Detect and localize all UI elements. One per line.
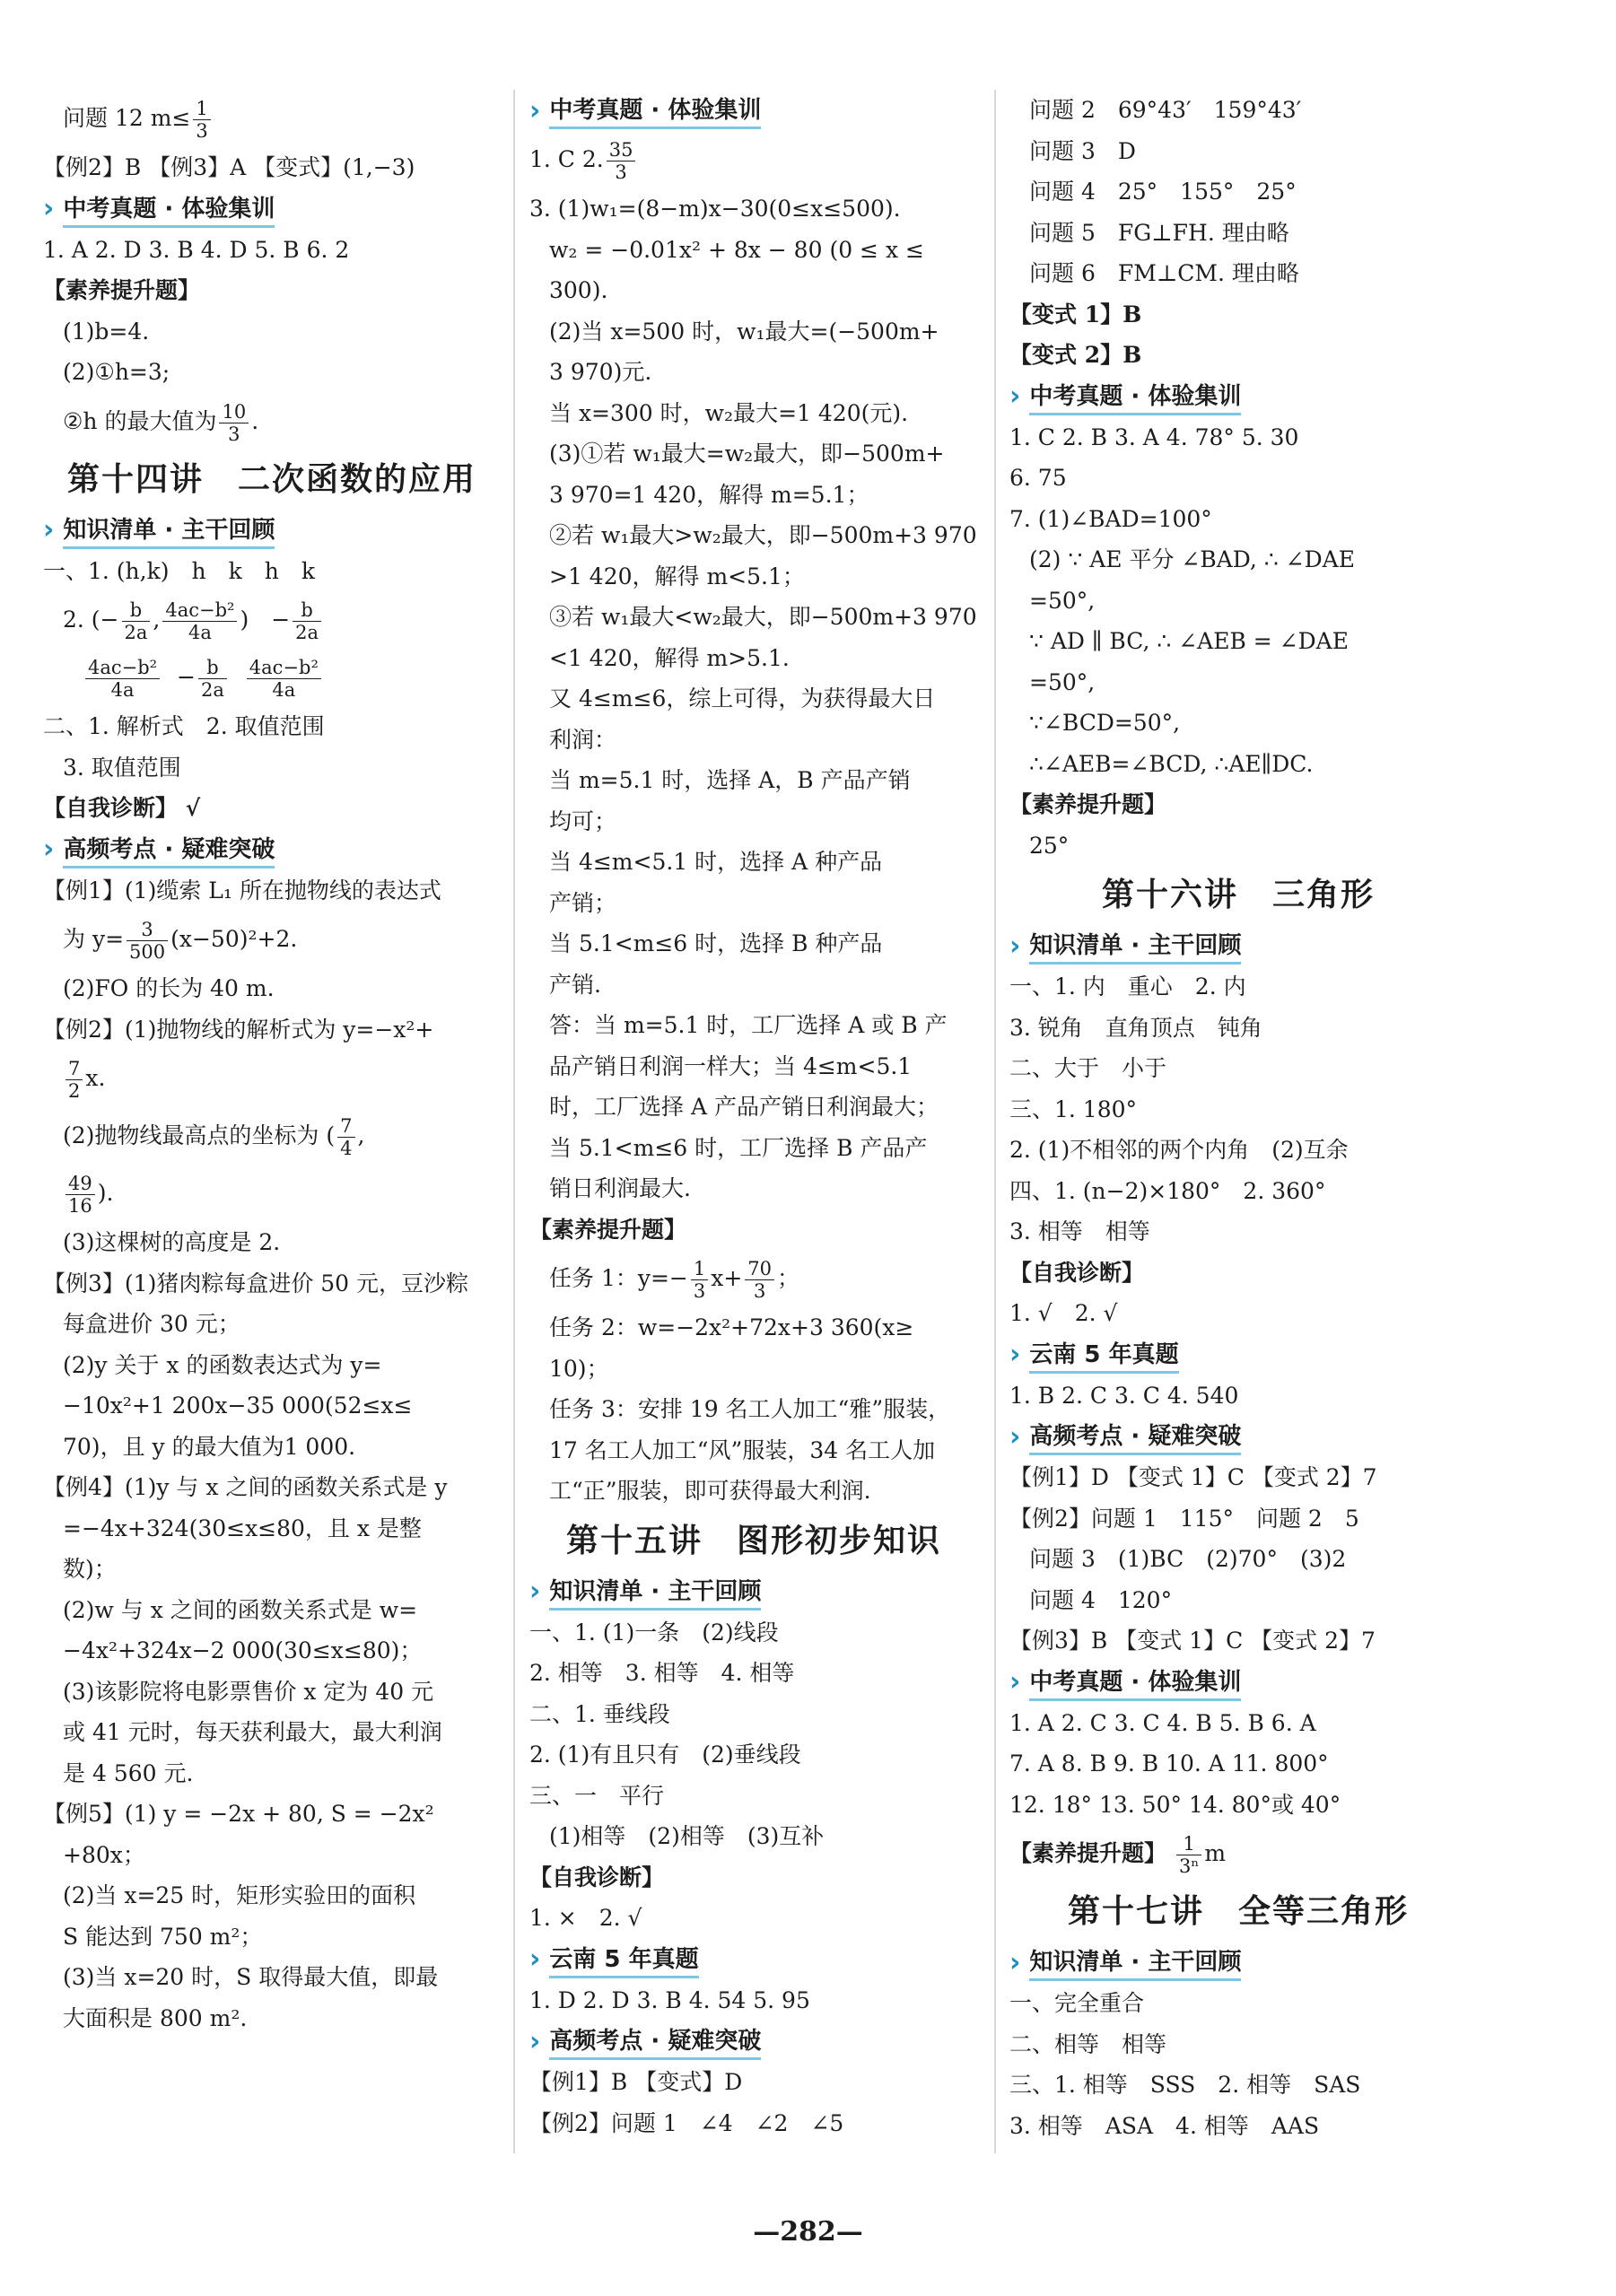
answer-text: 任务 1：y=−: [549, 1265, 688, 1291]
answer-line: 数)；: [63, 1556, 117, 1582]
answer-line: 当 m=5.1 时，选择 A，B 产品产销: [549, 767, 911, 793]
answer-line: −10x²+1 200x−35 000(52≤x≤: [63, 1392, 413, 1419]
fraction: [219, 401, 249, 445]
answer-line: 7. (1)∠BAD=100°: [1009, 505, 1212, 532]
answer-line: 【自我诊断】: [1009, 1259, 1145, 1286]
chevron-right-icon: ›: [529, 1576, 541, 1607]
answer-line: 答：当 m=5.1 时，工厂选择 A 或 B 产: [549, 1012, 948, 1038]
answer-line: 或 41 元时，每天获利最大，最大利润: [63, 1719, 442, 1745]
chapter-title: 第十四讲 二次函数的应用: [66, 460, 476, 498]
answer-text: −: [177, 664, 196, 690]
answer-line: 每盒进价 30 元；: [63, 1311, 240, 1337]
answer-line: 1. A 2. D 3. B 4. D 5. B 6. 2: [43, 236, 350, 263]
answer-text: ,: [357, 1122, 365, 1148]
answer-line: =50°,: [1029, 668, 1096, 695]
fraction-numerator: b: [293, 599, 321, 622]
answer-line: (1)b=4.: [63, 318, 150, 345]
answer-line: 品产销日利润一样大；当 4≤m<5.1: [549, 1052, 913, 1079]
answer-line: [43, 1107, 501, 1165]
fraction-numerator: 4ac−b²: [247, 657, 321, 679]
chevron-right-icon: ›: [1009, 930, 1021, 962]
fraction-numerator: 3: [127, 919, 168, 941]
fraction-denominator: 3: [196, 120, 208, 142]
answer-line: 3. 相等 相等: [1009, 1218, 1150, 1244]
fraction-numerator: b: [122, 599, 151, 622]
answer-line: (2)①h=3;: [63, 359, 170, 385]
answer-line: [43, 911, 501, 968]
answer-line: 【素养提升题】: [529, 1216, 687, 1243]
fraction: [745, 1258, 774, 1302]
answer-column-1: [43, 90, 501, 2038]
section-header: [43, 510, 501, 551]
answer-line: (2)w 与 x 之间的函数关系式是 w=: [63, 1596, 418, 1623]
answer-line: 二、大于 小于: [1009, 1055, 1167, 1081]
fraction-denominator: 2a: [295, 622, 319, 643]
answer-line: [529, 131, 978, 188]
answer-line: 1. B 2. C 3. C 4. 540: [1009, 1382, 1239, 1409]
answer-line: 问题 6 FM⊥CM. 理由略: [1029, 260, 1299, 286]
fraction: [337, 1115, 354, 1159]
fraction-denominator: 4: [340, 1138, 353, 1159]
fraction-numerator: 1: [691, 1258, 708, 1280]
fraction-numerator: b: [198, 657, 227, 679]
answer-line: 当 5.1<m≤6 时，选择 B 种产品: [549, 930, 883, 956]
answer-text: ,: [153, 607, 161, 633]
chevron-right-icon: ›: [1009, 1339, 1021, 1370]
answer-line: (3)该影院将电影票售价 x 定为 40 元: [63, 1678, 434, 1705]
answer-text: 2. (−: [63, 607, 119, 633]
section-header: [529, 2021, 978, 2062]
answer-line: 问题 3 D: [1029, 137, 1136, 164]
chapter-title: 第十六讲 三角形: [1101, 877, 1375, 913]
answer-line: [529, 1250, 978, 1307]
answer-text: 问题 12: [63, 105, 144, 131]
section-header: [1009, 1334, 1467, 1375]
section-title: 知识清单 · 主干回顾: [63, 511, 275, 549]
answer-line: S 能达到 750 m²；: [63, 1923, 263, 1950]
section-title: 中考真题 · 体验集训: [549, 92, 761, 129]
answer-line: 【变式 2】B: [1009, 342, 1142, 368]
answer-line: 【例2】问题 1 ∠4 ∠2 ∠5: [529, 2109, 844, 2136]
answer-line: 二、1. 垂线段: [529, 1700, 670, 1727]
fraction: [293, 599, 321, 643]
answer-line: 3. 取值范围: [63, 754, 181, 781]
answer-line: 利润：: [549, 726, 617, 753]
answer-line: 【素养提升题】: [43, 277, 201, 303]
answer-text: m: [1204, 1840, 1227, 1866]
answer-line: 销日利润最大.: [549, 1175, 691, 1201]
answer-line: (2)当 x=500 时，w₁最大=(−500m+: [549, 318, 939, 345]
answer-line: 时，工厂选择 A 产品产销日利润最大；: [549, 1094, 939, 1120]
answer-line: 3. 锐角 直角顶点 钝角: [1009, 1014, 1262, 1041]
answer-text: ).: [97, 1180, 114, 1206]
answer-line: 【自我诊断】: [529, 1864, 665, 1890]
page-number: —282—: [753, 2216, 863, 2248]
answer-line: [43, 393, 501, 450]
answer-line: 10)；: [549, 1355, 609, 1382]
fraction: [66, 1058, 83, 1102]
answer-line: [43, 1050, 501, 1107]
section-title: 知识清单 · 主干回顾: [1029, 927, 1241, 965]
section-title: 云南 5 年真题: [1029, 1336, 1178, 1374]
fraction: [198, 657, 227, 701]
fraction-denominator: 3: [615, 162, 627, 183]
section-title: 中考真题 · 体验集训: [1029, 1663, 1241, 1701]
answer-line: 均可；: [549, 808, 617, 834]
answer-line: ∴∠AEB=∠BCD, ∴AE∥DC.: [1029, 750, 1314, 777]
answer-text: ；: [777, 1265, 800, 1291]
answer-line: 1. D 2. D 3. B 4. 54 5. 95: [529, 1986, 810, 2013]
answer-text: ②h 的最大值为: [63, 407, 217, 434]
answer-line: 1. C 2. B 3. A 4. 78° 5. 30: [1009, 423, 1299, 450]
answer-line: ∵∠BCD=50°,: [1029, 710, 1181, 736]
answer-line: 2. (1)有且只有 (2)垂线段: [529, 1742, 801, 1768]
answer-line: 四、1. (n−2)×180° 2. 360°: [1009, 1177, 1326, 1204]
answer-text: 【素养提升题】: [1009, 1840, 1167, 1866]
chevron-right-icon: ›: [1009, 1420, 1021, 1453]
answer-line: [43, 649, 501, 706]
answer-line: w₂ = −0.01x² + 8x − 80 (0 ≤ x ≤: [549, 236, 924, 263]
answer-line: 【例2】(1)抛物线的解析式为 y=−x²+: [43, 1016, 434, 1043]
answer-line: 产销.: [549, 971, 601, 998]
answer-line: 2. (1)不相邻的两个内角 (2)互余: [1009, 1137, 1349, 1163]
section-header: [1009, 1942, 1467, 1983]
answer-line: 3. (1)w₁=(8−m)x−30(0≤x≤500).: [529, 196, 901, 222]
answer-line: 三、一 平行: [529, 1782, 665, 1809]
chevron-right-icon: ›: [529, 2025, 541, 2057]
chevron-right-icon: ›: [43, 834, 55, 865]
fraction: [66, 1173, 95, 1217]
section-title: 高频考点 · 疑难突破: [1029, 1418, 1241, 1455]
answer-line: 三、1. 相等 SSS 2. 相等 SAS: [1009, 2072, 1361, 2098]
answer-line: 工“正”服装，即可获得最大利润.: [549, 1478, 871, 1504]
section-title: 知识清单 · 主干回顾: [1029, 1943, 1241, 1981]
answer-line: 7. A 8. B 9. B 10. A 11. 800°: [1009, 1750, 1329, 1777]
answer-line: (1)相等 (2)相等 (3)互补: [549, 1823, 825, 1849]
answer-line: 任务 2：w=−2x²+72x+3 360(x≥: [549, 1314, 914, 1340]
answer-line: >1 420，解得 m<5.1；: [549, 563, 805, 589]
answer-line: 【例1】(1)缆索 L₁ 所在抛物线的表达式: [43, 877, 441, 904]
fraction-numerator: 10: [219, 401, 249, 423]
answer-line: (3)①若 w₁最大=w₂最大，即−500m+: [549, 441, 945, 467]
fraction-denominator: 4a: [272, 679, 296, 701]
fraction-denominator: 4a: [110, 679, 135, 701]
answer-line: 一、1. (1)一条 (2)线段: [529, 1619, 779, 1646]
answer-line: 一、1. (h,k) h k h k: [43, 557, 316, 584]
answer-line: 【自我诊断】 √: [43, 795, 201, 821]
fraction-denominator: 3: [228, 423, 240, 445]
answer-line: 问题 5 FG⊥FH. 理由略: [1029, 219, 1289, 246]
answer-line: 【例2】问题 1 115° 问题 2 5: [1009, 1505, 1359, 1532]
answer-line: 是 4 560 元.: [63, 1759, 194, 1786]
answer-line: 12. 18° 13. 50° 14. 80°或 40°: [1009, 1791, 1341, 1818]
answer-line: 70)，且 y 的最大值为1 000.: [63, 1433, 356, 1460]
answer-line: 任务 3：安排 19 名工人加工“雅”服装，: [549, 1396, 951, 1422]
fraction-numerator: 1: [193, 98, 210, 120]
answer-line: 【素养提升题】: [1009, 791, 1167, 817]
answer-line: 1. A 2. C 3. C 4. B 5. B 6. A: [1009, 1709, 1316, 1736]
answer-line: ∵ AD ∥ BC, ∴ ∠AEB = ∠DAE: [1029, 628, 1349, 654]
section-header: [529, 1571, 978, 1612]
answer-line: (2) ∵ AE 平分 ∠BAD, ∴ ∠DAE: [1029, 546, 1355, 572]
answer-line: 当 4≤m<5.1 时，选择 A 种产品: [549, 849, 883, 875]
section-header: [529, 90, 978, 131]
answer-line: ②若 w₁最大>w₂最大，即−500m+3 970: [549, 522, 977, 548]
answer-column-2: [529, 90, 978, 2143]
answer-line: 一、1. 内 重心 2. 内: [1009, 973, 1246, 1000]
answer-line: (2)当 x=25 时，矩形实验田的面积: [63, 1882, 416, 1908]
answer-line: 问题 3 (1)BC (2)70° (3)2: [1029, 1546, 1347, 1572]
answer-line: 二、1. 解析式 2. 取值范围: [43, 713, 325, 739]
answer-line: 【例1】D 【变式 1】C 【变式 2】7: [1009, 1464, 1377, 1490]
fraction-numerator: 70: [745, 1258, 774, 1280]
chevron-right-icon: ›: [1009, 1946, 1021, 1978]
fraction-denominator: 500: [129, 941, 166, 963]
answer-line: (2)FO 的长为 40 m.: [63, 975, 275, 1001]
fraction-numerator: 4ac−b²: [85, 657, 160, 679]
answer-line: 二、相等 相等: [1009, 2030, 1167, 2057]
section-header: [1009, 376, 1467, 417]
answer-text: x+: [711, 1265, 743, 1291]
fraction-numerator: 4ac−b²: [162, 599, 237, 622]
answer-line: 3 970)元.: [549, 359, 652, 385]
fraction: [607, 139, 636, 183]
answer-line: 2. 相等 3. 相等 4. 相等: [529, 1660, 795, 1686]
answer-column-3: [1009, 90, 1467, 2146]
fraction-numerator: 7: [66, 1058, 83, 1080]
fraction: [193, 98, 210, 142]
chevron-right-icon: ›: [529, 1943, 541, 1975]
chevron-right-icon: ›: [1009, 1666, 1021, 1698]
fraction-numerator: 49: [66, 1173, 95, 1195]
fraction-denominator: 4a: [188, 622, 212, 643]
column-divider: [513, 90, 515, 2153]
answer-line: =−4x+324(30≤x≤80，且 x 是整: [63, 1515, 422, 1541]
section-header: [1009, 925, 1467, 966]
answer-line: 【例3】(1)猪肉粽每盒进价 50 元，豆沙粽: [43, 1270, 469, 1296]
answer-text: .: [251, 407, 259, 434]
answer-line: [43, 1165, 501, 1222]
answer-line: 当 x=300 时，w₂最大=1 420(元).: [549, 399, 909, 426]
answer-line: −4x²+324x−2 000(30≤x≤80)；: [63, 1637, 423, 1663]
fraction-numerator: 35: [607, 139, 636, 162]
fraction: [691, 1258, 708, 1302]
answer-line: (3)当 x=20 时，S 取得最大值，即最: [63, 1964, 439, 1990]
answer-line: 产销；: [549, 889, 617, 916]
chapter-title: 第十五讲 图形初步知识: [565, 1522, 941, 1559]
fraction-denominator: 16: [68, 1195, 92, 1217]
answer-text: x.: [85, 1065, 106, 1091]
fraction-denominator: 3ⁿ: [1178, 1855, 1200, 1877]
chapter-title: 第十七讲 全等三角形: [1067, 1893, 1409, 1930]
fraction-numerator: 7: [337, 1115, 354, 1138]
answer-text: (2)抛物线最高点的坐标为 (: [63, 1122, 336, 1148]
section-header: [43, 188, 501, 230]
section-title: 高频考点 · 疑难突破: [549, 2022, 761, 2060]
answer-line: 一、完全重合: [1009, 1990, 1145, 2016]
answer-line: <1 420，解得 m>5.1.: [549, 644, 790, 671]
answer-line: 问题 4 25° 155° 25°: [1029, 179, 1297, 205]
answer-line: [43, 90, 501, 147]
answer-line: [1009, 1825, 1467, 1882]
section-header: [529, 1939, 978, 1980]
answer-line: 问题 2 69°43′ 159°43′: [1029, 97, 1302, 123]
answer-line: 25°: [1029, 832, 1070, 859]
answer-text: 1. C 2.: [529, 146, 604, 172]
fraction-denominator: 2a: [124, 622, 148, 643]
fraction-numerator: 1: [1176, 1833, 1201, 1855]
section-header: [1009, 1662, 1467, 1703]
answer-line: 【例5】(1) y = −2x + 80, S = −2x²: [43, 1801, 434, 1827]
fraction: [127, 919, 168, 963]
answer-line: 1. × 2. √: [529, 1905, 642, 1931]
section-title: 高频考点 · 疑难突破: [63, 831, 275, 869]
answer-line: 6. 75: [1009, 465, 1067, 491]
answer-line: ③若 w₁最大<w₂最大，即−500m+3 970: [549, 604, 977, 630]
answer-line: 3 970=1 420，解得 m=5.1；: [549, 481, 869, 508]
answer-line: [43, 591, 501, 649]
fraction: [247, 657, 321, 701]
answer-line: 17 名工人加工“风”服装，34 名工人加: [549, 1436, 936, 1463]
fraction: [162, 599, 237, 643]
section-title: 中考真题 · 体验集训: [63, 190, 275, 228]
answer-line: (2)y 关于 x 的函数表达式为 y=: [63, 1351, 382, 1378]
chevron-right-icon: ›: [43, 193, 55, 224]
chevron-right-icon: ›: [43, 514, 55, 546]
section-title: 云南 5 年真题: [549, 1941, 698, 1978]
chevron-right-icon: ›: [1009, 380, 1021, 412]
answer-line: 【例3】B 【变式 1】C 【变式 2】7: [1009, 1628, 1376, 1654]
answer-text: 为 y=: [63, 926, 125, 952]
fraction-denominator: 2: [68, 1080, 81, 1102]
answer-line: 三、1. 180°: [1009, 1096, 1138, 1122]
section-title: 知识清单 · 主干回顾: [549, 1573, 761, 1611]
answer-line: 3. 相等 ASA 4. 相等 AAS: [1009, 2112, 1320, 2139]
fraction: [85, 657, 160, 701]
answer-text: m≤: [150, 105, 191, 131]
answer-line: 1. √ 2. √: [1009, 1300, 1118, 1326]
answer-line: 问题 4 120°: [1029, 1586, 1173, 1613]
answer-line: =50°,: [1029, 587, 1096, 614]
answer-line: 大面积是 800 m².: [63, 2004, 248, 2031]
fraction-denominator: 3: [693, 1280, 706, 1302]
answer-text: (x−50)²+2.: [170, 926, 298, 952]
fraction-denominator: 2a: [200, 679, 224, 701]
fraction: [1176, 1833, 1201, 1877]
fraction: [122, 599, 151, 643]
answer-line: 【例1】B 【变式】D: [529, 2069, 743, 2095]
fraction-denominator: 3: [753, 1280, 766, 1302]
section-header: [1009, 1416, 1467, 1457]
column-divider: [994, 90, 996, 2153]
answer-line: +80x；: [63, 1841, 145, 1868]
answer-line: 300).: [549, 277, 608, 303]
section-title: 中考真题 · 体验集训: [1029, 378, 1241, 415]
section-header: [43, 829, 501, 870]
answer-line: 【例2】B 【例3】A 【变式】(1,−3): [43, 154, 415, 180]
answer-line: 又 4≤m≤6，综上可得，为获得最大日: [549, 685, 936, 711]
answer-line: 当 5.1<m≤6 时，工厂选择 B 产品产: [549, 1134, 928, 1161]
chevron-right-icon: ›: [529, 94, 541, 127]
answer-line: (3)这棵树的高度是 2.: [63, 1229, 281, 1255]
answer-text: ) −: [240, 607, 291, 633]
answer-line: 【变式 1】B: [1009, 301, 1142, 327]
answer-line: 【例4】(1)y 与 x 之间的函数关系式是 y: [43, 1474, 448, 1500]
